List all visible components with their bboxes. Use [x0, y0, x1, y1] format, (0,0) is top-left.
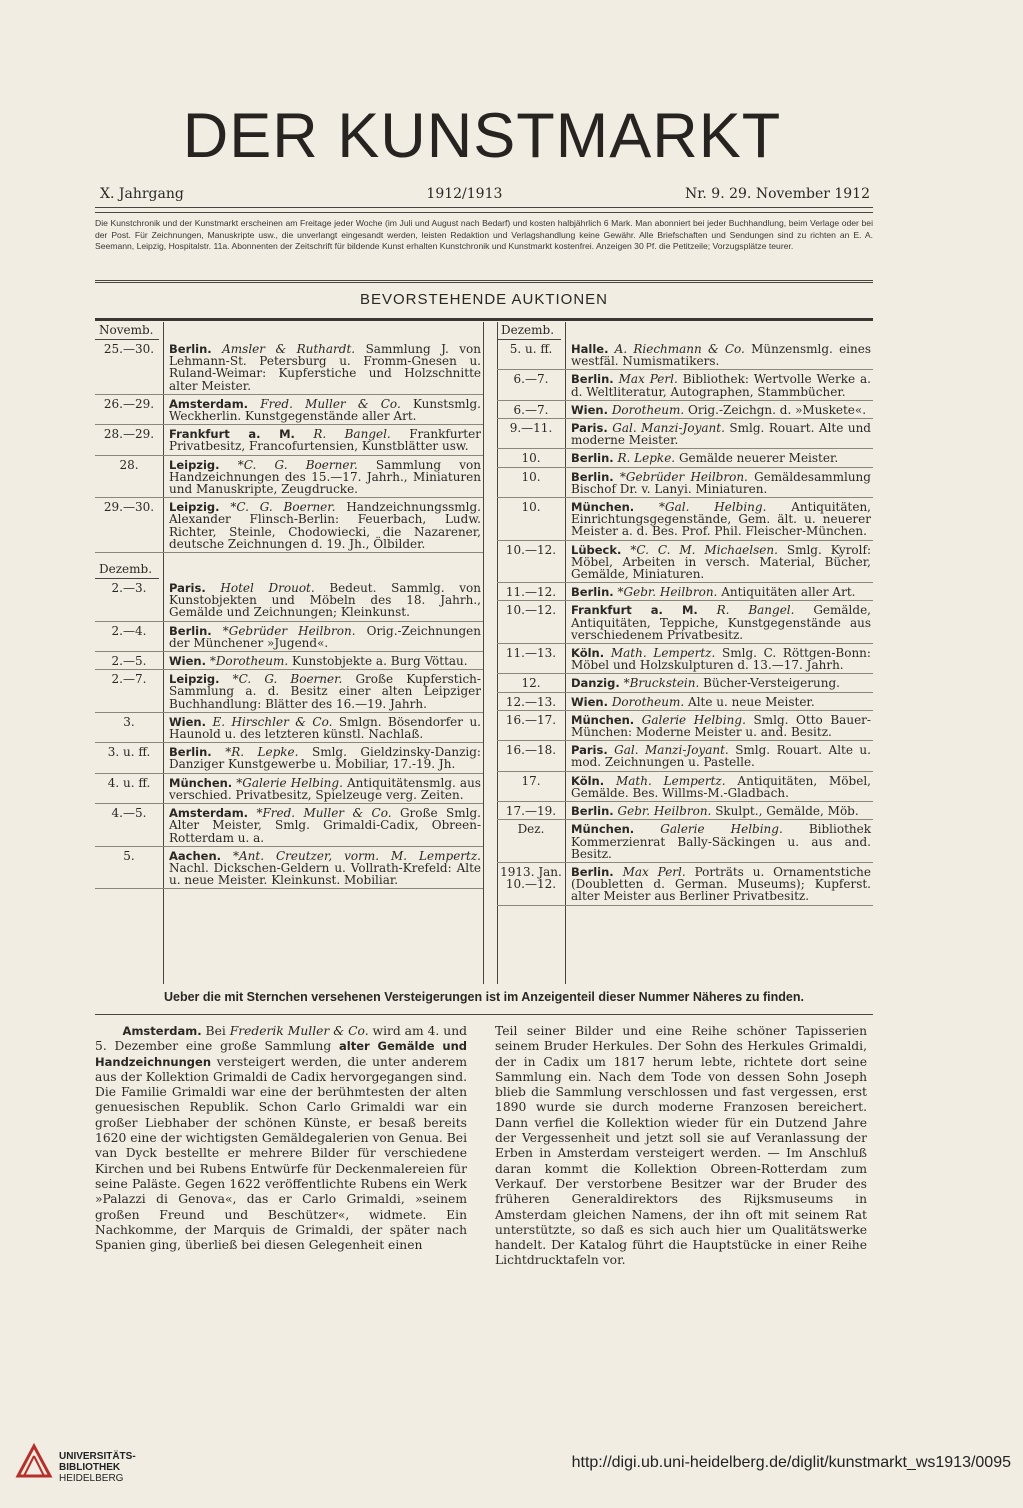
auction-date: 11.—12.	[505, 585, 557, 600]
auction-entry	[497, 711, 873, 741]
article-text: Bei	[201, 1024, 230, 1038]
auction-content: Große Smlg. Alter Meister, Smlg. Grimaldi-Cadix, Obreen-Rotterdam u. a.	[169, 806, 481, 845]
auction-description	[163, 582, 483, 619]
article-column-right	[495, 1024, 867, 1269]
auction-description	[565, 696, 873, 708]
library-name-line: HEIDELBERG	[59, 1473, 124, 1484]
auction-entry	[497, 468, 873, 498]
auction-description	[565, 404, 873, 416]
auction-description	[163, 655, 483, 667]
auction-list-right	[497, 320, 873, 906]
auction-house: Math. Lempertz.	[610, 646, 716, 661]
auction-house: Gal. Manzi-Joyant.	[612, 421, 725, 436]
auction-city: Leipzig.	[169, 457, 220, 472]
auction-content: Gemäldesammlung Bischof Dr. v. Lanyi. Miniaturen.	[571, 469, 871, 496]
auction-city: Amsterdam.	[169, 396, 249, 411]
auction-content: Gemälde, Antiquitäten, Teppiche, Kunstgegenstände aus verschiedenem Privatbesitz.	[571, 603, 871, 642]
auction-date: 6.—7.	[513, 372, 549, 387]
auction-house: *Galerie Helbing.	[236, 775, 343, 790]
article-text: wird am 4. und 5. Dezember eine große Sammlung	[95, 1024, 467, 1054]
auction-content: Orig.-Zeichnungen der Münchener »Jugend«.	[169, 623, 481, 650]
auction-house: Hotel Drouot.	[220, 581, 315, 596]
asterisk-footnote: Ueber die mit Sternchen versehenen Versteigerungen ist im Anzeigenteil dieser Nummer Näheres zu finden.	[163, 990, 804, 1004]
rule	[95, 1014, 873, 1015]
auction-city: Berlin.	[571, 864, 614, 879]
auction-entry	[95, 579, 483, 622]
auction-entry	[497, 401, 873, 419]
auction-house: *C. C. M. Michaelsen.	[630, 542, 778, 557]
auction-description	[565, 501, 873, 538]
auction-city: München.	[571, 712, 635, 727]
auction-house: Dorotheum.	[611, 694, 685, 709]
auction-date: 1913. Jan. 10.—12.	[500, 864, 562, 892]
auction-date: 10.	[521, 500, 541, 515]
auction-house: *Gebrüder Heilbron.	[619, 469, 748, 484]
library-name-line: BIBLIOTHEK	[59, 1462, 121, 1473]
auction-date: 26.—29.	[103, 396, 155, 411]
auction-city: Köln.	[571, 773, 605, 788]
auction-description	[565, 471, 873, 495]
auction-description	[565, 647, 873, 671]
auction-entry	[95, 713, 483, 743]
auction-city: Lübeck.	[571, 542, 622, 557]
auction-city: Frankfurt a. M.	[571, 603, 698, 618]
auction-date: 12.—13.	[505, 694, 557, 709]
masthead-title: DER KUNSTMARKT	[182, 101, 782, 171]
auction-description	[163, 459, 483, 496]
auction-content: Smlg. C. Röttgen-Bonn: Möbel und Holzskulpturen d. 13.—17. Jahrh.	[571, 646, 871, 673]
auction-house: Fred. Muller & Co.	[260, 396, 401, 411]
auction-city: München.	[169, 775, 233, 790]
auction-content: Smlg. Rouart. Alte und moderne Meister.	[571, 421, 871, 448]
auction-description	[565, 744, 873, 768]
auction-city: Berlin.	[571, 372, 614, 387]
auction-description	[163, 428, 483, 452]
auction-description	[565, 586, 873, 598]
auction-content: Bedeut. Sammlg. von Kunstobjekten und Möbeln des 18. Jahrh., Gemälde und Zeichnungen; Kleinkunst.	[169, 581, 481, 620]
auction-entry	[497, 693, 873, 711]
auction-entry	[95, 670, 483, 713]
article-dealer: Frederik Muller & Co.	[229, 1024, 369, 1038]
auction-house: *Gal. Helbing.	[659, 500, 767, 515]
auction-city: Wien.	[169, 654, 206, 669]
subscription-notice	[95, 218, 873, 253]
auction-description	[565, 544, 873, 581]
month-heading: Dezemb.	[95, 559, 159, 579]
auction-date: 10.—12.	[505, 542, 557, 557]
auction-city: München.	[571, 822, 635, 837]
auction-entry	[497, 340, 873, 370]
auction-content: Smlg. Kyrolf: Möbel, Arbeiten in versch. Material, Bücher, Gemälde, Miniaturen.	[571, 542, 871, 582]
section-title: BEVORSTEHENDE AUKTIONEN	[359, 291, 609, 308]
auction-house: Math. Lempertz.	[615, 773, 726, 788]
source-url-link[interactable]: http://digi.ub.uni-heidelberg.de/diglit/kunstmarkt_ws1913/0095	[571, 1454, 1011, 1471]
auction-house: *Gebr. Heilbron.	[617, 585, 718, 600]
auction-date: 11.—13.	[505, 646, 557, 661]
auction-house: *C. G. Boerner.	[232, 672, 343, 687]
university-logo-icon	[14, 1440, 54, 1486]
auction-house: Dorotheum.	[611, 402, 685, 417]
auction-city: Berlin.	[169, 745, 212, 760]
auction-entry	[497, 741, 873, 771]
auction-entry	[497, 541, 873, 584]
auction-content: Antiquitäten, Möbel, Gemälde. Bes. Willms-M.-Gladbach.	[571, 773, 871, 800]
auction-entry	[95, 498, 483, 553]
auction-date: 17.	[521, 773, 541, 788]
auction-description	[163, 343, 483, 392]
article-text: versteigert werden, die unter anderem aus der Kollektion Grimaldi de Cadix hervorgegangen sind. Die Familie Grimaldi war eine der berühmtesten der alten genuesischen Republik. Schon Carlo Grimaldi war ein großer Liebhaber der schönen Künste, er besaß bereits 1620 eine der wichtigsten Gemäldegalerien von Genua. Bei van Dyck bestellte er mehrere Bilder für verschiedene Kirchen und bei Rubens Entwürfe für Deckenmalereien für seine Paläste. Gegen 1622 veröffentlichte Rubens ein Werk »Palazzi di Genova«, das er Carlo Grimaldi, »seinem großen Freund und Beschützer«, widmete. Ein Nachkomme, der Marquis de Grimaldi, der später nach Spanien ging, überließ bei diesen Gelegenheit einen	[95, 1054, 467, 1253]
auction-description	[163, 673, 483, 710]
auction-house: Galerie Helbing.	[641, 712, 746, 727]
auction-city: Wien.	[169, 714, 206, 729]
auction-description	[565, 775, 873, 799]
auction-entry	[497, 644, 873, 674]
auction-entry	[497, 601, 873, 644]
volume: X. Jahrgang	[100, 186, 184, 202]
issue-number: Nr. 9. 29. November 1912	[685, 186, 870, 202]
auction-city: Leipzig.	[169, 672, 220, 687]
rule	[95, 212, 873, 213]
auction-content: Sammlung J. von Lehmann-St. Petersburg u. Fromm-Gnesen u. Ruland-Weimar: Kupferstiche und Holzschnitte alter Meister.	[169, 342, 481, 393]
auction-date: 2.—4.	[111, 623, 147, 638]
auction-date: 2.—3.	[111, 581, 147, 596]
auction-entry	[95, 743, 483, 773]
auction-city: Berlin.	[571, 804, 614, 819]
month-heading: Dezemb.	[497, 320, 561, 340]
article-city: Amsterdam.	[122, 1024, 202, 1038]
article-paragraph: Teil seiner Bilder und eine Reihe schöner Tapisserien seinem Bruder Herkules. Der Sohn des Herkules Grimaldi, der in Cadix um 1817 herum lebte, richtete dort seine Sammlung ein. Nach dem Tode von dessen Sohn Joseph blieb die Sammlung verschlossen und fast vergessen, erst 1890 wurde sie durch moderne Franzosen bereichert. Dann verfiel die Kollektion wieder für ein Dutzend Jahre der Vergessenheit und jetzt soll sie auf Veranlassung der Erben in Amsterdam versteigert werden. — Im Anschluß daran kommt die Kollektion Obreen-Rotterdam zum Verkauf. Der verstorbene Besitzer war der Bruder des früheren Generaldirektors des Rijksmuseums in Amsterdam gleichen Namens, der ihn oft mit seinem Rat unterstützte, so daß es sich auch hier um Qualitätswerke handelt. Der Katalog führt die Hauptstücke in einer Reihe Lichtdrucktafeln vor.	[495, 1024, 867, 1268]
auction-date: 2.—5.	[111, 654, 147, 669]
auction-house: *Gebrüder Heilbron.	[222, 623, 356, 638]
column-divider	[483, 322, 484, 984]
auction-description	[565, 866, 873, 903]
auction-description	[565, 677, 873, 689]
auction-house: R. Bangel.	[313, 427, 391, 442]
auction-entry	[95, 395, 483, 425]
auction-content: Orig.-Zeichgn. d. »Muskete«.	[688, 402, 867, 417]
auction-entry	[497, 583, 873, 601]
years: 1912/1913	[426, 186, 503, 202]
auction-content: Bücher-Versteigerung.	[703, 676, 840, 691]
auction-city: Aachen.	[169, 848, 222, 863]
auction-city: Paris.	[571, 743, 608, 758]
auction-date: 9.—11.	[509, 421, 553, 436]
auction-content: Kunstobjekte a. Burg Vöttau.	[292, 654, 468, 669]
auction-description	[565, 805, 873, 817]
auction-city: Halle.	[571, 342, 609, 356]
auction-entry	[497, 802, 873, 820]
auction-content: Skulpt., Gemälde, Möb.	[715, 804, 859, 819]
auction-description	[565, 373, 873, 397]
auction-content: Alte u. neue Meister.	[688, 694, 815, 709]
auction-date: 5. u. ff.	[509, 342, 553, 356]
auction-content: Frankfurter Privatbesitz, Francofurtensien, Kunstblätter usw.	[169, 427, 481, 454]
auction-description	[565, 714, 873, 738]
auction-content: Kunstsmlg. Weckherlin. Kunstgegenstände aller Art.	[169, 396, 481, 424]
auction-description	[565, 422, 873, 446]
auction-house: Max Perl.	[622, 864, 686, 879]
auction-date: 3.	[123, 714, 135, 729]
auction-entry	[497, 674, 873, 692]
auction-house: *C. G. Boerner.	[230, 500, 336, 515]
auction-house: Gal. Manzi-Joyant.	[614, 743, 729, 758]
auction-city: Berlin.	[571, 451, 614, 466]
auction-description	[565, 823, 873, 860]
auction-entry	[95, 774, 483, 804]
auction-description	[565, 604, 873, 641]
auction-date: 28.—29.	[103, 427, 155, 442]
auction-date: 5.	[123, 848, 135, 863]
auction-content: Handzeichnungssmlg. Alexander Flinsch-Berlin: Feuerbach, Ludw. Richter, Steinle, Chodowiecki, die Nazarener, deutsche Zeichnungen d. 19. Jh., Ölbilder.	[169, 500, 481, 551]
auction-city: Frankfurt a. M.	[169, 427, 295, 442]
auction-content: Gemälde neuerer Meister.	[678, 451, 839, 466]
auction-description	[565, 452, 873, 464]
auction-house: R. Bangel.	[716, 603, 795, 618]
auction-entry	[497, 498, 873, 541]
auction-description	[565, 343, 873, 367]
auction-content: Bibliothek: Wertvolle Werke a. d. Weltliteratur, Autographen, Stammbücher.	[571, 372, 871, 399]
auction-content: Nachl. Dickschen-Geldern u. Vollrath-Krefeld: Alte u. neue Meister. Kleinkunst. Mobiliar.	[169, 860, 481, 888]
auction-content: Bibliothek Kommerzienrat Bally-Säckingen u. aus and. Besitz.	[571, 822, 871, 861]
auction-city: Wien.	[571, 402, 608, 417]
auction-entry	[497, 863, 873, 906]
auction-content: Porträts u. Ornamentstiche (Doubletten d. German. Museums); Kupferst. alter Meister aus Berliner Privatbesitz.	[571, 864, 871, 904]
auction-house: *Ant. Creutzer, vorm. M. Lempertz.	[232, 848, 481, 863]
auction-date: 28.	[119, 457, 139, 472]
auction-date: 2.—7.	[111, 672, 147, 687]
auction-entry	[95, 804, 483, 847]
auction-description	[163, 850, 483, 887]
auction-house: Galerie Helbing.	[660, 822, 783, 837]
auction-city: Danzig.	[571, 676, 620, 691]
rule	[95, 280, 873, 283]
auction-date: 25.—30.	[103, 342, 155, 356]
auction-house: *C. G. Boerner.	[237, 457, 358, 472]
auction-entry	[95, 425, 483, 455]
auction-date: 4. u. ff.	[107, 775, 151, 790]
auction-content: Smlg. Otto Bauer-München: Moderne Meister u. and. Besitz.	[571, 712, 871, 740]
auction-date: 6.—7.	[513, 402, 549, 417]
auction-house: Gebr. Heilbron.	[617, 804, 712, 819]
auction-description	[163, 398, 483, 422]
auction-date: 29.—30.	[103, 500, 155, 515]
auction-city: Berlin.	[169, 342, 212, 356]
auction-date: 17.—19.	[505, 804, 557, 819]
auction-description	[163, 746, 483, 770]
auction-entry	[95, 652, 483, 670]
issue-line	[100, 186, 870, 202]
auction-city: München.	[571, 500, 635, 515]
auction-date: 10.	[521, 469, 541, 484]
auction-content: Antiquitäten, Einrichtungsgegenstände, Gem. ält. u. neuerer Meister a. d. Bes. Prof. Phil. Fleischer-München.	[571, 500, 871, 539]
auction-content: Smlg. Rouart. Alte u. mod. Zeichnungen u. Pastelle.	[571, 743, 871, 770]
article-highlight: alter Gemälde und Handzeichnungen	[95, 1039, 467, 1069]
auction-date: 16.—18.	[505, 743, 557, 758]
auction-description	[163, 777, 483, 801]
auction-city: Wien.	[571, 694, 608, 709]
auction-house: *Bruckstein.	[623, 676, 700, 691]
auction-entry	[497, 419, 873, 449]
auction-date: 10.—12.	[505, 603, 557, 618]
auction-entry	[95, 456, 483, 499]
auction-description	[163, 716, 483, 740]
auction-description	[163, 501, 483, 550]
auction-description	[163, 625, 483, 649]
library-name-line: UNIVERSITÄTS-	[59, 1451, 136, 1462]
auction-content: Sammlung von Handzeichnungen des 15.—17. Jahrh., Miniaturen und Manuskripte, Zeugdrucke.	[169, 457, 481, 497]
auction-city: Köln.	[571, 646, 605, 661]
auction-date: 16.—17.	[505, 712, 557, 727]
auction-city: Berlin.	[571, 585, 614, 600]
auction-entry	[95, 847, 483, 890]
auction-entry	[497, 820, 873, 863]
auction-entry	[95, 340, 483, 395]
article-paragraph	[95, 1024, 467, 1253]
auction-date: 4.—5.	[111, 806, 147, 821]
auction-house: Max Perl.	[618, 372, 678, 387]
auction-city: Leipzig.	[169, 500, 220, 515]
auction-city: Berlin.	[169, 623, 212, 638]
auction-city: Paris.	[169, 581, 206, 596]
auction-entry	[497, 370, 873, 400]
auction-entry	[95, 622, 483, 652]
auction-house: *Dorotheum.	[209, 654, 289, 669]
auction-date: 12.	[521, 676, 541, 691]
auction-description	[163, 807, 483, 844]
auction-entry	[497, 449, 873, 467]
auction-content: Antiquitäten aller Art.	[721, 585, 856, 600]
month-heading: Novemb.	[95, 320, 159, 340]
auction-content: Smlgn. Bösendorfer u. Haunold u. des letzteren künstl. Nachlaß.	[169, 714, 481, 742]
auction-content: Große Kupferstich-Sammlung a. d. Besitz einer alten Leipziger Buchhandlung: Blätter des 16.—19. Jahrh.	[169, 672, 481, 711]
rule	[95, 207, 873, 208]
auction-house: *R. Lepke.	[225, 745, 299, 760]
auction-city: Berlin.	[571, 469, 614, 484]
auction-entry	[497, 772, 873, 802]
auction-house: *Fred. Muller & Co.	[256, 806, 392, 821]
auction-house: Amsler & Ruthardt.	[222, 342, 356, 356]
auction-city: Amsterdam.	[169, 806, 249, 821]
auction-date: Dez.	[517, 822, 545, 837]
auction-content: Münzensmlg. eines westfäl. Numismatikers.	[571, 342, 871, 369]
library-name	[59, 1451, 136, 1484]
auction-date: 10.	[521, 451, 541, 466]
notice-text: Die Kunstchronik und der Kunstmarkt erscheinen am Freitage jeder Woche (im Juli und August nach Bedarf) und kosten halbjährlich 6 Mark. Man abonniert bei jeder Buchhandlung, beim Verlage oder bei der Post. Für Zeichnungen, Manuskripte usw., die unverlangt eingesandt werden, leisten Redaktion und Verlagshandlung keine Gewähr. Alle Briefschaften und Sendungen sind zu richten an E. A. Seemann, Leipzig, Hospitalstr. 11a. Abonnenten der Zeitschrift für bildende Kunst erhalten Kunstchronik und Kunstmarkt kostenfrei. Anzeigen 30 Pf. die Petitzeile; Vorzugsplätze teurer.	[95, 218, 873, 252]
auction-list-left	[95, 320, 483, 889]
auction-city: Paris.	[571, 421, 608, 436]
auction-date: 3. u. ff.	[107, 745, 151, 760]
auction-house: E. Hirschler & Co.	[212, 714, 333, 729]
auction-house: R. Lepke.	[617, 451, 676, 466]
auction-content: Smlg. Gieldzinsky-Danzig: Danziger Kunstgewerbe u. Mobiliar, 17.-19. Jh.	[169, 745, 481, 772]
auction-house: A. Riechmann & Co.	[614, 342, 745, 356]
auction-content: Antiquitätensmlg. aus verschied. Privatbesitz, Spielzeuge verg. Zeiten.	[169, 775, 481, 802]
article-column-left	[95, 1024, 467, 1253]
